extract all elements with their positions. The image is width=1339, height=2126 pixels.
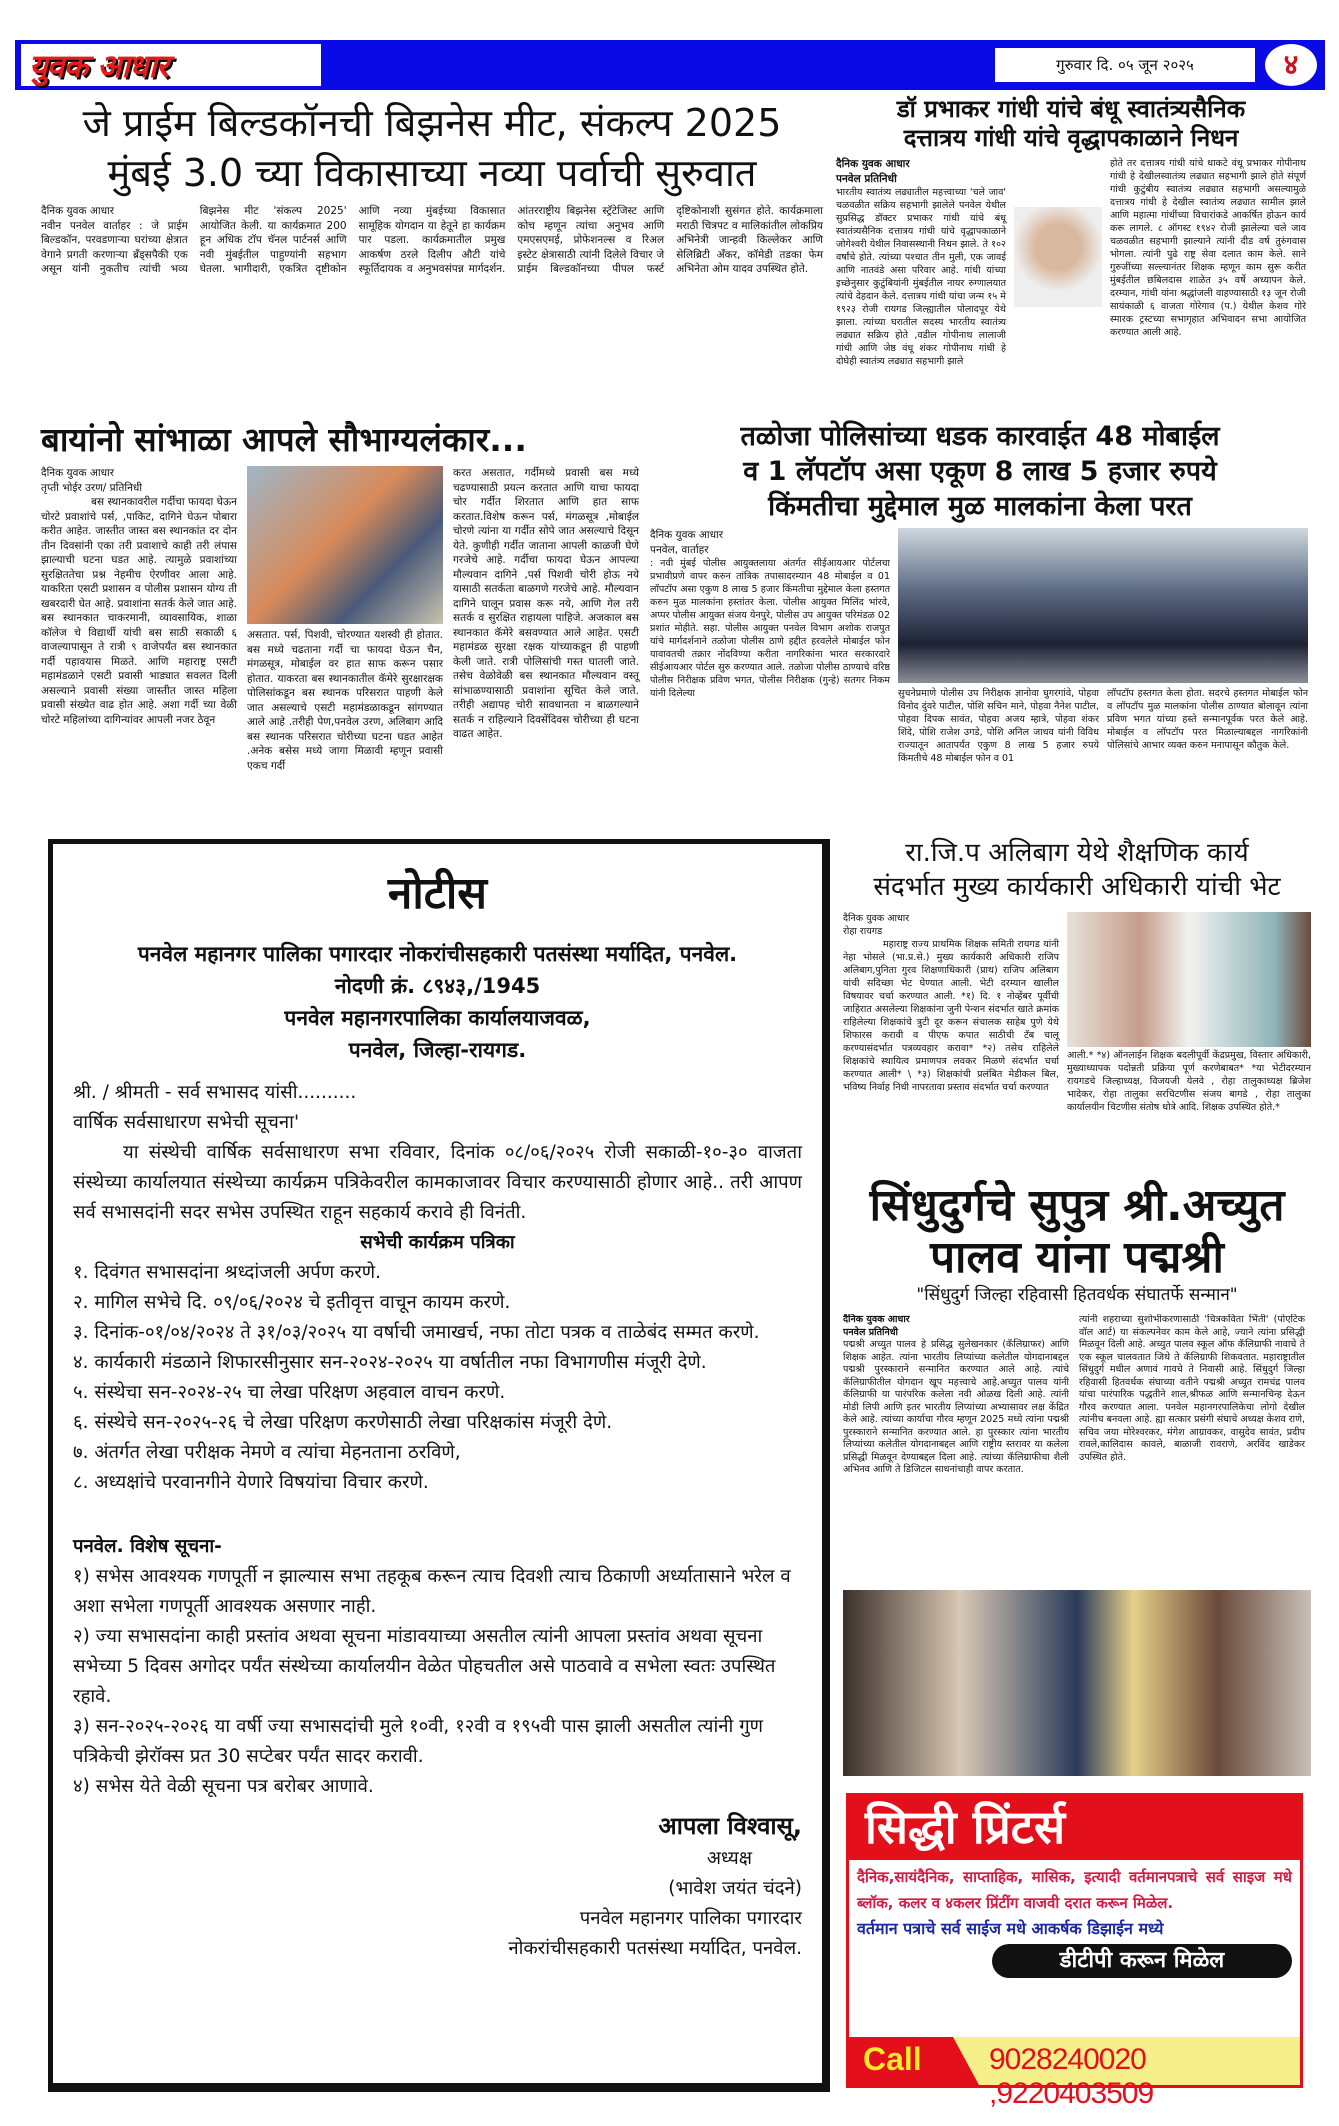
article-text: करत असतात, गर्दीमध्ये प्रवासी बस मध्ये चढण्यासाठी प्रयत्न करतात आणि याचा फायदा चोर गर्दीत शिरतात आणि हात साफ करतात.विशेष करून पर्स, मंगळसूत्र ,मोबाईल चोरणे त्यांना या गर्दीत सोपे जात असल्याचे दिसून येते. कुणीही गर्दीत जाताना आपली काळजी घेणे गरजेचे आहे. गर्दीचा फायदा घेऊन आपल्या मौल्यवान दागिने ,पर्स पिशवी चोरी होऊ नये यासाठी सतर्कता बाळगणे गरजेचे आहे. मौल्यवान दागिने घालून प्रवास करू नये, आणि गेल तरी सतर्क व सुरक्षित राहायला पाहिजे. अजकाल बस स्थानकात कॅमेरे बसवण्यात आले आहेत. एसटी महामंडळ सुरक्षा रक्षक यांच्याकडून ही पाहणी केली जाते. रात्री पोलिसांची गस्त घातली जाते. तसेच वेळोवेळी बस स्थानकात मौल्यवान वस्तू सांभाळण्यासाठी प्रवाशांना सूचित केले जाते. तरीही अद्यापह चोरी सावधानता न बाळगल्याने सतर्क न राहिल्याने दिवसेंदिवस चोरीच्या ही घटना वाढत आहेत. (453, 467, 639, 740)
subheadline: "सिंधुदुर्ग जिल्हा रहिवासी हितवर्धक संघातर्फे सन्मान" (916, 1285, 1238, 1305)
article-zp-alibag (843, 836, 1311, 1114)
byline: पनवेल, वार्ताहर (650, 543, 709, 556)
notice-address: पनवेल, जिल्हा-रायगड. (348, 1038, 527, 1062)
byline: दैनिक युवक आधार (836, 158, 910, 170)
notice-subject: वार्षिक सर्वसाधारण सभेची सूचना' (73, 1112, 300, 1133)
issue-date: गुरुवार दि. ०५ जून २०२५ (995, 48, 1255, 82)
article-text: भारतीय स्वातंत्र्य लढ्यातील महत्त्वाच्या 'चले जाव' चळवळीत सक्रिय सहभागी झालेले पनवेल येथील सुप्रसिद्ध डॉक्टर प्रभाकर गांधी यांचे बंधू स्वातंत्र्यसैनिक दत्तात्रय गांधी यांचे वृद्धापकाळाने जोगेश्वरी येथील निवासस्थानी निधन झाले. ते १०२ वर्षांचे होते. त्यांच्या पश्चात तीन मुली, एक जावई आणि नातवंडे असा परिवार आहे. गांधी यांच्या इच्छेनुसार कुटुंबियांनी मुंबईतील नायर रुग्णालयात त्यांचे देहदान केले. दत्तात्रय गांधी यांचा जन्म १५ मे १९२३ रोजी रायगड जिल्ह्यातील पोलादपूर येथे झाला. त्यांच्या घरातील सदस्य भारतीय स्वातंत्र्य लढ्यात सक्रिय होते ,वडील गोपीनाथ लालाजी गांधी आणि जेष्ठ वंधू शंकर गोपीनाथ गांधी हे दोघेही स्वातंत्र्य लढ्यात सहभागी झाले (836, 187, 1006, 367)
headline: व 1 लॅपटॉप असा एकूण 8 लाख 5 हजार रुपये (743, 456, 1217, 487)
notice-signatory: (भावेश जयंत चंदने) (668, 1878, 802, 1899)
article-text: होते तर दत्तात्रय गांधी यांचे धाकटे वंधू प्रभाकर गोपीनाथ गांधी हे देखीलस्वातंत्र्य लढ्यात सहभागी झाले होते संपूर्ण गांधी कुटुंबीय स्वातंत्र्य लढ्यात सहभागी असल्यामुळे दत्तात्रय गांधी हे देखील स्वातंत्र्य लढ्यात सामील झाले आणि महात्मा गांधींच्या विचारांकडे आकर्षित होऊन कार्य करू लागले. ८ ऑगस्ट १९४२ रोजी झालेल्या चले जाव चळवळीत सहभागी झाल्याने त्यांनी दीड वर्ष तुरुंगवास भोगला. त्यांनी पुढे राष्ट्र सेवा दलात काम केले. साने गुरुजींच्या सल्ल्यानंतर शिक्षक म्हणून काम सुरू करीत मुंबईतील छबिलदास शाळेत ३५ वर्षे अध्यापन केले. दरम्यान, गांधी यांना श्रद्धांजली वाहण्यासाठी १३ जून रोजी सायंकाळी ६ वाजता गोरेगाव (प.) येथील केशव गोरे स्मारक ट्रस्टच्या सभागृहात अभिवादन सभा आयोजित करण्यात आली आहे. (1110, 158, 1306, 338)
special-item: ४) सभेस येते वेळी सूचना पत्र बरोबर आणावे. (73, 1776, 374, 1797)
headline: किंमतीचा मुद्देमाल मुळ मालकांना केला परत (768, 491, 1192, 522)
article-text: सुचनेप्रमाणे पोलीस उप निरीक्षक ज्ञानोवा घुगरगांवे, पोहवा विनोद दुंवरे पाटील, पोशि सचिन माने, पोहवा नैनेश पाटील, पोहवा दिपक सावंत, पोहवा अजय म्हात्रे, पोहवा शंकर शिंदे, पोशि राजेश उगडे, पोशि अनिल जाधव यांनी विविध राज्यातून आतापर्यंत एकुण 8 लाख 5 हजार रुपये किंमतीचे 48 मोबाईल फोन व 01 (898, 688, 1099, 764)
article-jprime (41, 98, 823, 388)
ad-call-strip (849, 2037, 1300, 2110)
headline: पालव यांना पद्मश्री (930, 1232, 1224, 1283)
agenda-item: २. मागिल सभेचे दि. ०९/०६/२०२४ चे इतीवृत्त वाचून कायम करणे. (73, 1292, 511, 1313)
byline: दैनिक युवक आधार (843, 1314, 910, 1325)
article-padmashri (843, 1180, 1311, 1776)
article-text: बस स्थानकावरील गर्दीचा फायदा घेऊन चोरटे प्रवाशांचे पर्स, ,पाकिट, दागिने घेऊन पोबारा करीत आहेत. जास्तीत जास्त बस स्थानकांत दर दोन तीन दिवसांनी एका तरी प्रवाशाचे काही तरी लंपास झाल्याची घटना घडत आहे. त्यामुळे प्रवाशांच्या सुरक्षिततेचा प्रश्न नेहमीच ऐरणीवर आला आहे. याकरिता एसटी प्रशासन व पोलीस प्रशासन योग्य ती खबरदारी घेत आहे. प्रवाशांना सतर्क केले जात आहे. बस स्थानकात चाकरमानी, व्यावसायिक, शाळा कॉलेज चे विद्यार्थी यांची बस साठी सकाळी ६ वाजल्यापासून ते रात्री ९ वाजेपर्यंत बस स्थानकात गर्दी पहावयास मिळते. आणि महाराष्ट्र एसटी महामंडळाने एसटी प्रवासी भाड्यात सवलत दिली असल्याने प्रवासी संख्या जास्तीत जास्त महिला प्रवासी संख्येत वाढ होत आहे. अशा गर्दी च्या वेळी चोरटे महिलांच्या दागिन्यांवर आपली नजर ठेवून (41, 496, 237, 726)
byline: पनवेल प्रतिनिधी (843, 1326, 899, 1338)
notice-org: पनवेल महानगर पालिका पगारदार नोकरांचीसहकारी पतसंस्था मर्यादित, पनवेल. (137, 942, 738, 966)
notice-title: नोटीस (387, 868, 488, 919)
agenda-title: सभेची कार्यक्रम पत्रिका (360, 1232, 515, 1253)
notice-signature-org: पनवेल महानगर पालिका पगारदार (579, 1908, 802, 1929)
special-item: १) सभेस आवश्यक गणपूर्ती न झाल्यास सभा तहकूब करून त्याच दिवशी त्याच ठिकाणी अर्ध्यातासाने भरेल व अशा सभेला गणपूर्ती आवश्यक असणार नाही. (73, 1566, 791, 1617)
article-text: : नवी मुंबई पोलीस आयुक्तलाया अंतर्गत सीईआयआर पोर्टलचा प्रभावीप्रणे वापर करुन तांत्रिक तपासादरम्यान 48 मोबाईल व 01 लॉपटॉप असा एकुण 8 लाख 5 हजार किंमतीचा मुद्देमाल केला हस्तगत करुन मुळ मालकांना हस्तांतर केला. पोलीस आयुक्त मिलिंद भांरवे, अप्पर पोलीस आयुक्त संजय येनपुरे, पोलीस उप आयुक्त परिमंडळ 02 प्रशांत मोहीते. सहा. पोलीस आयुक्त पनवेल विभाग अशोक राजपुत यांचे मार्गदर्शनाने तळोजा पोलीस ठाणे हद्दीत हरवलेले मोबाईल फोन यावावतची तक्रार नोंदविण्या करीता नागरिकांना भारत सरकारदारे सीईआयआर पोर्टल सुरु करण्यात आले. तळोजा पोलीस ठाण्याचे वरिष्ठ पोलीस निरीक्षक प्रविण भगत, पोलीस निरीक्षक (गुन्हे) सतगर निकम यांनी दिलेल्या (650, 558, 890, 699)
special-title: पनवेल. विशेष सूचना- (73, 1536, 222, 1557)
article-text: महाराष्ट्र राज्य प्राथमिक शिक्षक समिती रायगड यांनी नेहा भोसले (भा.प्र.से.) मुख्य कार्यकारी अधिकारी राजिप अलिबाग,पुनिता गुरव शिक्षणाधिकारी (प्राथ) राजिप अलिबाग यांची सदिच्छा भेट घेण्यात आली. भेटी दरम्यान खालील विषयावर चर्चा करण्यात आली. *१) दि. १ नोव्हेंबर पूर्वीची जाहिरात असलेल्या शिक्षकांना जुनी पेन्शन संदर्भात खाते क्रमांक राहिलेल्या शिक्षकांचे त्रुटी दूर करून संचालक साहेब पुणे येथे शिफारस करावी व पीएफ कपात साठीची टॅब चालू करण्यासंदर्भात पत्रव्यवहार करावा* *२) तसेच राहिलेले शिक्षकांचे स्थायित्व प्रमाणपत्र लवकर मिळणे संदर्भात चर्चा करण्यात आली* \ *३) शिक्षकांची प्रलंबित मेडीकल बिल, भविष्य निर्वाह निधी नापरतावा प्रस्ताव संदर्भात चर्चा करण्यात (843, 939, 1059, 1093)
notice-intro: या संस्थेची वार्षिक सर्वसाधारण सभा रविवार, दिनांक ०८/०६/२०२५ रोजी सकाळी-१०-३० वाजता संस्थेच्या कार्यालयात संस्थेच्या कार्यक्रम पत्रिकेवरील कामकाजावर विचार करण्यासाठी होणार आहे.. तरी आपण सर्व सभासदांनी सदर सभेस उपस्थित राहून सहकार्य करावे ही विनंती. (73, 1142, 802, 1223)
siddhi-printers-ad (846, 1793, 1303, 2110)
headline: तळोजा पोलिसांच्या धडक कारवाईत 48 मोबाईल (740, 421, 1220, 452)
byline: दैनिक युवक आधार (650, 529, 724, 541)
notice-reg-no: नोदणी क्रं. ८९४३,/1945 (334, 974, 541, 998)
article-taloja-police (650, 419, 1310, 765)
special-item: २) ज्या सभासदांना काही प्रस्तांव अथवा सूचना मांडावयाच्या असतील त्यांनी आपला प्रस्तांव अथवा सूचना सभेच्या 5 दिवस अगोदर पर्यंत संस्थेच्या कार्यालयीन वेळेत पोहचतील असे पाठवावे व सभेला स्वतः उपस्थित रहावे. (73, 1626, 776, 1707)
notice-role: अध्यक्ष (706, 1848, 752, 1869)
article-bus-theft (41, 418, 641, 773)
article-text: आली.* *४) ऑनलाईन शिक्षक बदलीपूर्वी केंद्रप्रमुख, विस्तार अधिकारी, मुख्याध्यापक पदोन्नती प्रक्रिया पूर्ण करणेबाबत* *या भेटीदरम्यान रायगडचे जिल्हाध्यक्ष, विजयजी येलवे , रोहा तालुकाध्यक्ष ब्रिजेश भादेकर, रोहा तालुका सरचिटणीस संजय बागडे , रोहा तालुका कार्यालयीन चिटणीस संतोष धोत्रे आदि. शिक्षक उपस्थित होते.* (1067, 1050, 1311, 1113)
article-gandhi (836, 95, 1306, 368)
headline: संदर्भात मुख्य कार्यकारी अधिकारी यांची भेट (873, 872, 1281, 902)
agenda-item: १. दिवंगत सभासदांना श्रध्दांजली अर्पण करणे. (73, 1262, 382, 1283)
headline: दत्तात्रय गांधी यांचे वृद्धापकाळाने निधन (903, 124, 1239, 152)
portrait-photo (1014, 207, 1102, 307)
notice-box (48, 839, 830, 2092)
masthead-bar (15, 40, 1325, 90)
ad-design-text: वर्तमान पत्राचे सर्व साईज मधे आकर्षक डिझाईन मध्ये (857, 1919, 1164, 1938)
agenda-item: ५. संस्थेचा सन-२०२४-२५ चा लेखा परिक्षण अहवाल वाचन करणे. (73, 1382, 506, 1403)
byline: रोहा रायगड (843, 926, 883, 937)
ad-phone-numbers: 9028240020 ,9220403509 (989, 2043, 1154, 2110)
agenda-item: ६. संस्थेचे सन-२०२५-२६ चे लेखा परिक्षण करणेसाठी लेखा परिक्षकांस मंजूरी देणे. (73, 1412, 613, 1433)
ad-call-label: Call (863, 2041, 922, 2077)
headline: बायांनो सांभाळा आपले सौभाग्यलंकार... (41, 420, 527, 459)
notice-address: पनवेल महानगरपालिका कार्यालयाजवळ, (284, 1006, 591, 1030)
byline: पनवेल प्रतिनिधी (836, 172, 897, 185)
special-item: ३) सन-२०२५-२०२६ या वर्षी ज्या सभासदांची मुले १०वी, १२वी व १९५वी पास झाली असतील त्यांनी गुण पत्रिकेची झेरॉक्स प्रत 30 सप्टेबर पर्यंत सादर करावी. (73, 1716, 764, 1767)
article-text: नवीन पनवेल वार्ताहर : जे प्राईम बिल्डकॉन, परवडणाऱ्या घरांच्या क्षेत्रात वेगाने प्रगती करणाऱ्या ब्रँड्सपैकी एक असून यांनी नुकतीच त्यांची भव्य बिझनेस मीट 'संकल्प 2025' आयोजित केली. या कार्यक्रमात 200 हून अधिक टॉप चॅनल पार्टनर्स आणि नवी मुंबईतील पाहुण्यांनी सहभाग घेतला. भागीदारी, एकत्रित दृष्टीकोन आणि नव्या मुंबईच्या विकासात सामूहिक योगदान या हेतूने हा कार्यक्रम पार पडला. कार्यक्रमातील प्रमुख आकर्षण ठरले दिलीप औटी यांचे स्फूर्तिदायक व अनुभवसंपन्न मार्गदर्शन. आंतरराष्ट्रीय बिझनेस स्ट्रॅटेजिस्ट आणि कोच म्हणून त्यांचा अनुभव आणि एमएसएमई, प्रोफेशनल्स व रिअल इस्टेट क्षेत्रासाठी त्यांनी दिलेले विचार जे प्राईम बिल्डकॉनच्या पीपल फर्स्ट दृष्टिकोनाशी सुसंगत होते. कार्यक्रमाला मराठी चित्रपट व मालिकांतील लोकप्रिय अभिनेत्री जान्हवी किल्लेकर आणि सेलिब्रिटी अँकर, कॉमेडी तडका फेम अभिनेता ओम यादव उपस्थित होते. (41, 205, 823, 275)
headline: डॉ प्रभाकर गांधी यांचे बंधू स्वातंत्र्यसैनिक (896, 95, 1246, 123)
headline: सिंधुदुर्गचे सुपुत्र श्री.अच्युत (869, 1180, 1285, 1231)
agenda-item: ३. दिनांक-०१/०४/२०२४ ते ३१/०३/२०२५ या वर्षाची जमाखर्च, नफा तोटा पत्रक व ताळेबंद सम्मत करणे. (73, 1322, 760, 1343)
byline: दैनिक युवक आधार (843, 913, 910, 924)
article-text: लॉपटॉप हस्तगत केला होता. सदरचे हस्तगत मोबाईल फोन व लॉपटॉप मुळ मालकांना पोलीस ठाण्यात बोलावून त्यांना प्रविण भगत यांच्या हस्ते सन्मानपूर्वक परत केले आहे. मोबाईल व लॉपटॉप परत मिळाल्याबद्दल नागरिकांनी पोलिसांचे आभार व्यक्त करुन मनापासून कौतुक केले. (1107, 688, 1308, 751)
agenda-list (73, 1258, 802, 1498)
article-text: त्यांनी शहराच्या सुशोभीकरणासाठी 'चित्रकविता भिंती' (पोएटिक वॉल आर्ट) या संकल्पनेवर काम केले आहे, ज्याने त्यांना प्रसिद्धी मिळवून दिली आहे. अच्युत पालव स्कूल ऑफ कॅलिग्राफी नावाचे ते एक स्कूल चालवतात जिथे ते कॅलिग्राफी शिकवतात. महाराष्ट्रातील सिंधुदुर्ग मधील अणावं गावचे ते निवासी आहे. सिंधुदुर्ग जिल्हा रहिवासी हितवर्धक संघाच्या वतीने पद्मश्री अच्युत रामचंद्र पालव यांचा पारंपारिक पद्धतीने शाल,श्रीफळ आणि सन्मानचिन्ह देऊन गौरव करण्यात आला. पनवेल महानगरपालिकेचा लोगो देखील त्यांनीच बनवला आहे. ह्या सत्कार प्रसंगी संघाचे अध्यक्ष केशव राणे, सचिव जया मोरेश्वरकर, मंगेश आग्रावकर, वासुदेव सावंत, प्रदीप रावले,कालिदास कावले, बाळाजी रावराणे, अरविंद खाडेकर उपस्थित होते. (1079, 1314, 1305, 1463)
agenda-item: ८. अध्यक्षांचे परवानगीने येणारे विषयांचा विचार करणे. (73, 1472, 429, 1493)
notice-signature-org: नोकरांचीसहकारी पतसंस्था मर्यादित, पनवेल. (508, 1938, 802, 1959)
police-handover-photo (898, 528, 1308, 683)
notice-to: श्री. / श्रीमती - सर्व सभासद यांसी.......... (73, 1082, 357, 1103)
article-text: पद्मश्री अच्युत पालव हे प्रसिद्ध सुलेखनकार (कॅलिग्राफर) आणि शिक्षक आहेत. त्यांना भारतीय लिप्यांच्या कलेतील योगदानाबद्दल पद्मश्री पुरस्काराने सन्मानित करण्यात आले आहे. त्यांचे कॅलिग्राफीतील योगदान खूप महत्त्वाचे आहे.अच्युत पालव यांनी कॅलिग्राफी या पारंपरिक कलेला नवी ओळख दिली आहे. त्यांनी मोडी लिपी आणि इतर भारतीय लिप्यांच्या अभ्यासावर लक्ष केंद्रित केले आहे. त्यांच्या कार्याचा गौरव म्हणून 2025 मध्ये त्यांना पद्मश्री पुरस्काराने सन्मानित करण्यात आले. हा पुरस्कार त्यांना भारतीय लिप्यांच्या कलेतील योगदानाबद्दल आणि राष्ट्रीय स्तरावर या कलेला प्रसिद्धी मिळवून देण्याबद्दल दिला आहे. त्यांच्या कॅलिग्राफीचा शैली अभिनव आणि ते डिजिटल साधनांचाही वापर करतात. (843, 1339, 1069, 1475)
headline: जे प्राईम बिल्डकॉनची बिझनेस मीट, संकल्प 2025 (82, 101, 782, 145)
ad-dtp-pill: डीटीपी करून मिळेल (992, 1944, 1292, 1978)
notice-closing: आपला विश्वासू, (658, 1812, 802, 1840)
agenda-item: ७. अंतर्गत लेखा परीक्षक नेमणे व त्यांचा मेहनताना ठरविणे, (73, 1442, 461, 1463)
felicitation-photo (843, 1590, 1311, 1776)
byline: दैनिक युवक आधार (41, 205, 115, 217)
headline: मुंबई 3.0 च्या विकासाच्या नव्या पर्वाची सुरुवात (107, 151, 757, 195)
byline: तृप्ती भोईर उरण/ प्रतिनिधी (41, 481, 143, 494)
bus-station-photo (247, 466, 443, 624)
page-number: ४ (1265, 44, 1317, 86)
article-text: असतात. पर्स, पिशवी, चोरण्यात यशस्वी ही होतात. बस मध्ये चढताना गर्दी चा फायदा घेऊन चैन, मंगळसूत्र, मोबाईल वर हात साफ करून पसार होतात. याकरता बस स्थानकातील कॅमेरे सुरक्षारक्षक पोलिसांकडून बस स्थानक परिसरात पाहणी केले जात असल्याचे एसटी महामंडळाकडून सांगण्यात आले आहे .तरीही पेण,पनवेल उरण, अलिबाग आदि बस स्थानक परिसरात चोरीच्या घटना घडत आहेत .अनेक बसेस मध्ये जागा मिळावी म्हणून प्रवासी एकच गर्दी (247, 629, 443, 772)
ad-services-text: दैनिक,सायंदैनिक, साप्ताहिक, मासिक, इत्यादी वर्तमानपत्राचे सर्व साइज मधे ब्लॉक, कलर व ४कलर प्रिंटींग वाजवी दरात करून मिळेल. (857, 1868, 1292, 1912)
newspaper-logo: युवक आधार (21, 44, 321, 86)
ad-title: सिद्धी प्रिंटर्स (849, 1796, 1300, 1860)
meeting-photo (1067, 912, 1311, 1047)
agenda-item: ४. कार्यकारी मंडळाने शिफारसीनुसार सन-२०२४-२०२५ या वर्षातील नफा विभागणीस मंजूरी देणे. (73, 1352, 707, 1373)
byline: दैनिक युवक आधार (41, 467, 115, 479)
headline: रा.जि.प अलिबाग येथे शैक्षणिक कार्य (905, 838, 1249, 868)
